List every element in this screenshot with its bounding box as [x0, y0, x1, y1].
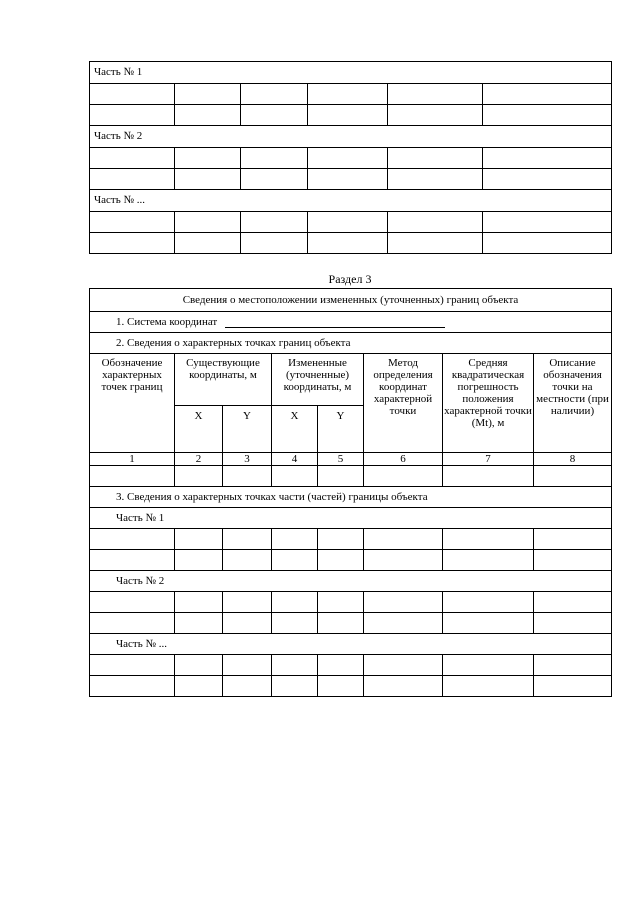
header-point-designation: Обозначение характерных точек границ — [90, 354, 175, 453]
parts-heading: 3. Сведения о характерных точках части (частей) границы объекта — [90, 487, 612, 508]
table-row — [90, 550, 612, 571]
column-number: 7 — [443, 453, 534, 466]
table-row — [90, 212, 612, 233]
column-number: 1 — [90, 453, 175, 466]
part-label: Часть № ... — [90, 190, 612, 212]
table-row — [90, 148, 612, 169]
header-y: Y — [318, 406, 364, 453]
column-number: 2 — [175, 453, 223, 466]
table-row — [90, 655, 612, 676]
header-changed-coords: Измененные (уточненные) координаты, м — [272, 354, 364, 406]
parts-table-top — [89, 61, 612, 254]
table-row — [90, 233, 612, 254]
table-row — [90, 613, 612, 634]
column-numbers-row — [90, 453, 612, 466]
table-row — [90, 529, 612, 550]
table-row — [90, 169, 612, 190]
header-description: Описание обозначения точки на местности (при наличии) — [534, 354, 612, 453]
coord-system-label: 1. Система координат — [116, 316, 218, 328]
part-label: Часть № 1 — [90, 508, 612, 529]
table-row — [90, 466, 612, 487]
header-x: X — [175, 406, 223, 453]
header-y: Y — [223, 406, 272, 453]
table-row — [90, 592, 612, 613]
coord-system-row — [90, 312, 612, 333]
boundary-points-table — [89, 288, 612, 697]
char-points-heading: 2. Сведения о характерных точках границ объекта — [90, 333, 612, 354]
column-number: 8 — [534, 453, 612, 466]
column-number: 5 — [318, 453, 364, 466]
header-method: Метод определения координат характерной точки — [364, 354, 443, 453]
table-row — [90, 105, 612, 126]
column-number: 3 — [223, 453, 272, 466]
table-row — [90, 84, 612, 105]
part-label: Часть № ... — [90, 634, 612, 655]
coord-system-blank — [225, 316, 445, 328]
part-label: Часть № 2 — [90, 571, 612, 592]
header-existing-coords: Существующие координаты, м — [175, 354, 272, 406]
header-x: X — [272, 406, 318, 453]
part-label: Часть № 2 — [90, 126, 612, 148]
section-title: Раздел 3 — [328, 272, 372, 286]
table-title: Сведения о местоположении измененных (уточненных) границ объекта — [90, 289, 612, 312]
table-row — [90, 676, 612, 697]
header-rms-error: Средняя квадратическая погрешность положения характерной точки (Mt), м — [443, 354, 534, 453]
column-number: 4 — [272, 453, 318, 466]
part-label: Часть № 1 — [90, 62, 612, 84]
column-number: 6 — [364, 453, 443, 466]
